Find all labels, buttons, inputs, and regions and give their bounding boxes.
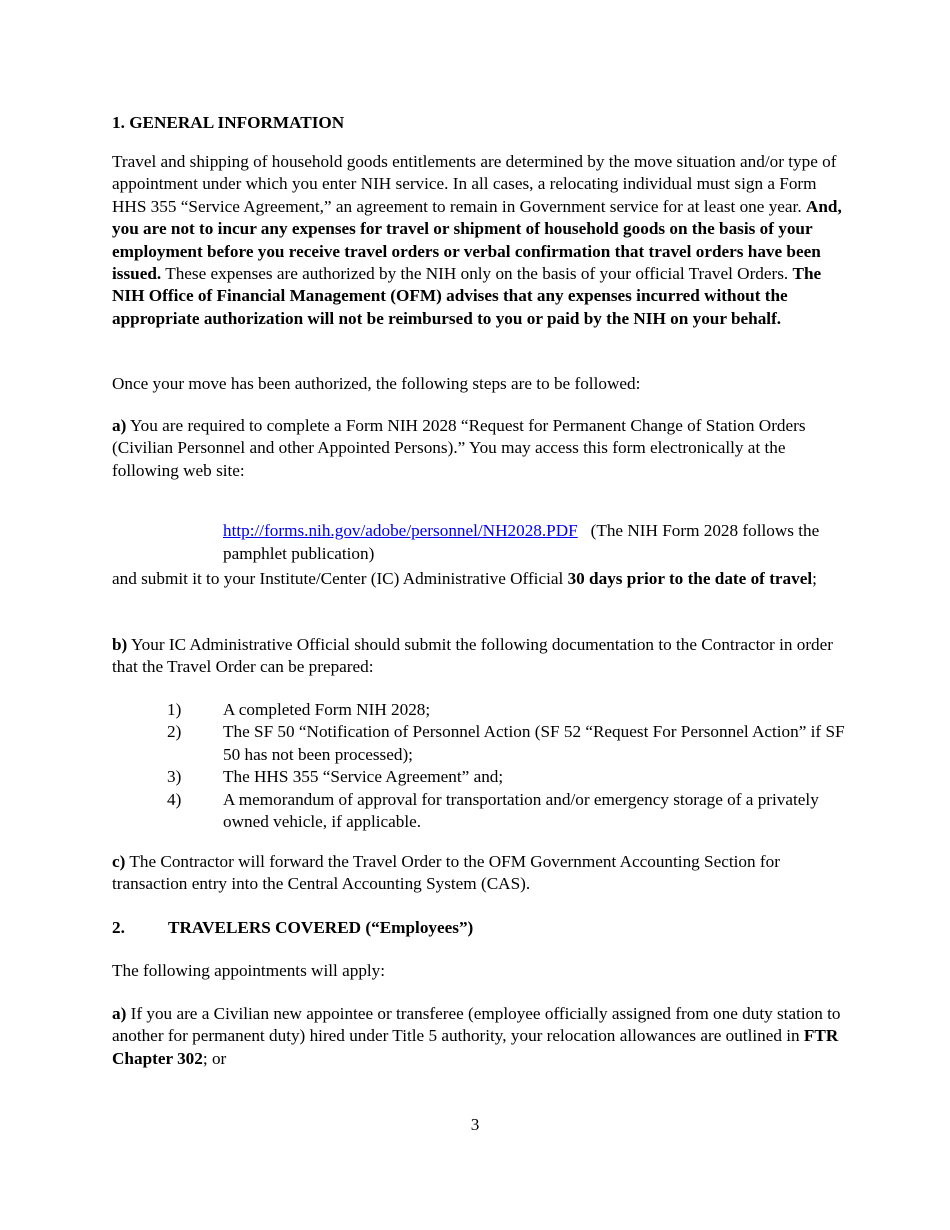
- list-item: 2) The SF 50 “Notification of Personnel Action (SF 52 “Request For Personnel Action” if SF 50 has not been processed);: [167, 722, 845, 764]
- general-info-paragraph: Travel and shipping of household goods entitlements are determined by the move situation and/or type of appointment under which you enter NIH service. In all cases, a relocating individual must sign a Form HHS 355 “Service Agreement,” an agreement to remain in Government service for at least one year. And, you are not to incur any expenses for travel or shipment of household goods on the basis of your employment before you receive travel orders or verbal confirmation that travel orders have been issued. These expenses are authorized by the NIH only on the basis of your official Travel Orders. The NIH Office of Financial Management (OFM) advises that any expenses incurred without the appropriate authorization will not be reimbursed to you or paid by the NIH on your behalf.: [112, 152, 842, 328]
- step-b-paragraph: b) Your IC Administrative Official should submit the following documentation to the Contractor in order that the Travel Order can be prepared:: [112, 635, 834, 677]
- form-link-block: [223, 520, 823, 565]
- list-item: 3) The HHS 355 “Service Agreement” and;: [167, 767, 504, 787]
- section-1-heading: 1. GENERAL INFORMATION: [112, 113, 345, 132]
- documentation-list: [167, 699, 857, 833]
- step-c-paragraph: c) The Contractor will forward the Travel Order to the OFM Government Accounting Section for transaction entry into the Central Accounting System (CAS).: [112, 852, 780, 894]
- appointments-intro: The following appointments will apply:: [112, 961, 386, 980]
- step-a-paragraph: a) You are required to complete a Form NIH 2028 “Request for Permanent Change of Station Orders (Civilian Personnel and other Appointed Persons).” You may access this form electronically at the following web site:: [112, 416, 806, 480]
- section-2-heading: 2. TRAVELERS COVERED (“Employees”): [112, 918, 474, 937]
- list-item: 4) A memorandum of approval for transportation and/or emergency storage of a privately owned vehicle, if applicable.: [167, 789, 819, 832]
- form-link-note: (The NIH Form 2028 follows the pamphlet publication): [223, 521, 820, 563]
- steps-intro: Once your move has been authorized, the following steps are to be followed:: [112, 374, 641, 393]
- list-item: 1) A completed Form NIH 2028;: [167, 700, 431, 719]
- page-number: 3: [470, 1115, 480, 1134]
- item-a-paragraph: a) If you are a Civilian new appointee or transferee (employee officially assigned from one duty station to another for permanent duty) hired under Title 5 authority, your relocation allowances are outlined in FTR Chapter 302; or: [112, 1004, 841, 1068]
- form-2028-link[interactable]: http://forms.nih.gov/adobe/personnel/NH2028.PDF: [223, 521, 578, 541]
- submit-paragraph: and submit it to your Institute/Center (IC) Administrative Official 30 days prior to the date of travel;: [112, 569, 817, 588]
